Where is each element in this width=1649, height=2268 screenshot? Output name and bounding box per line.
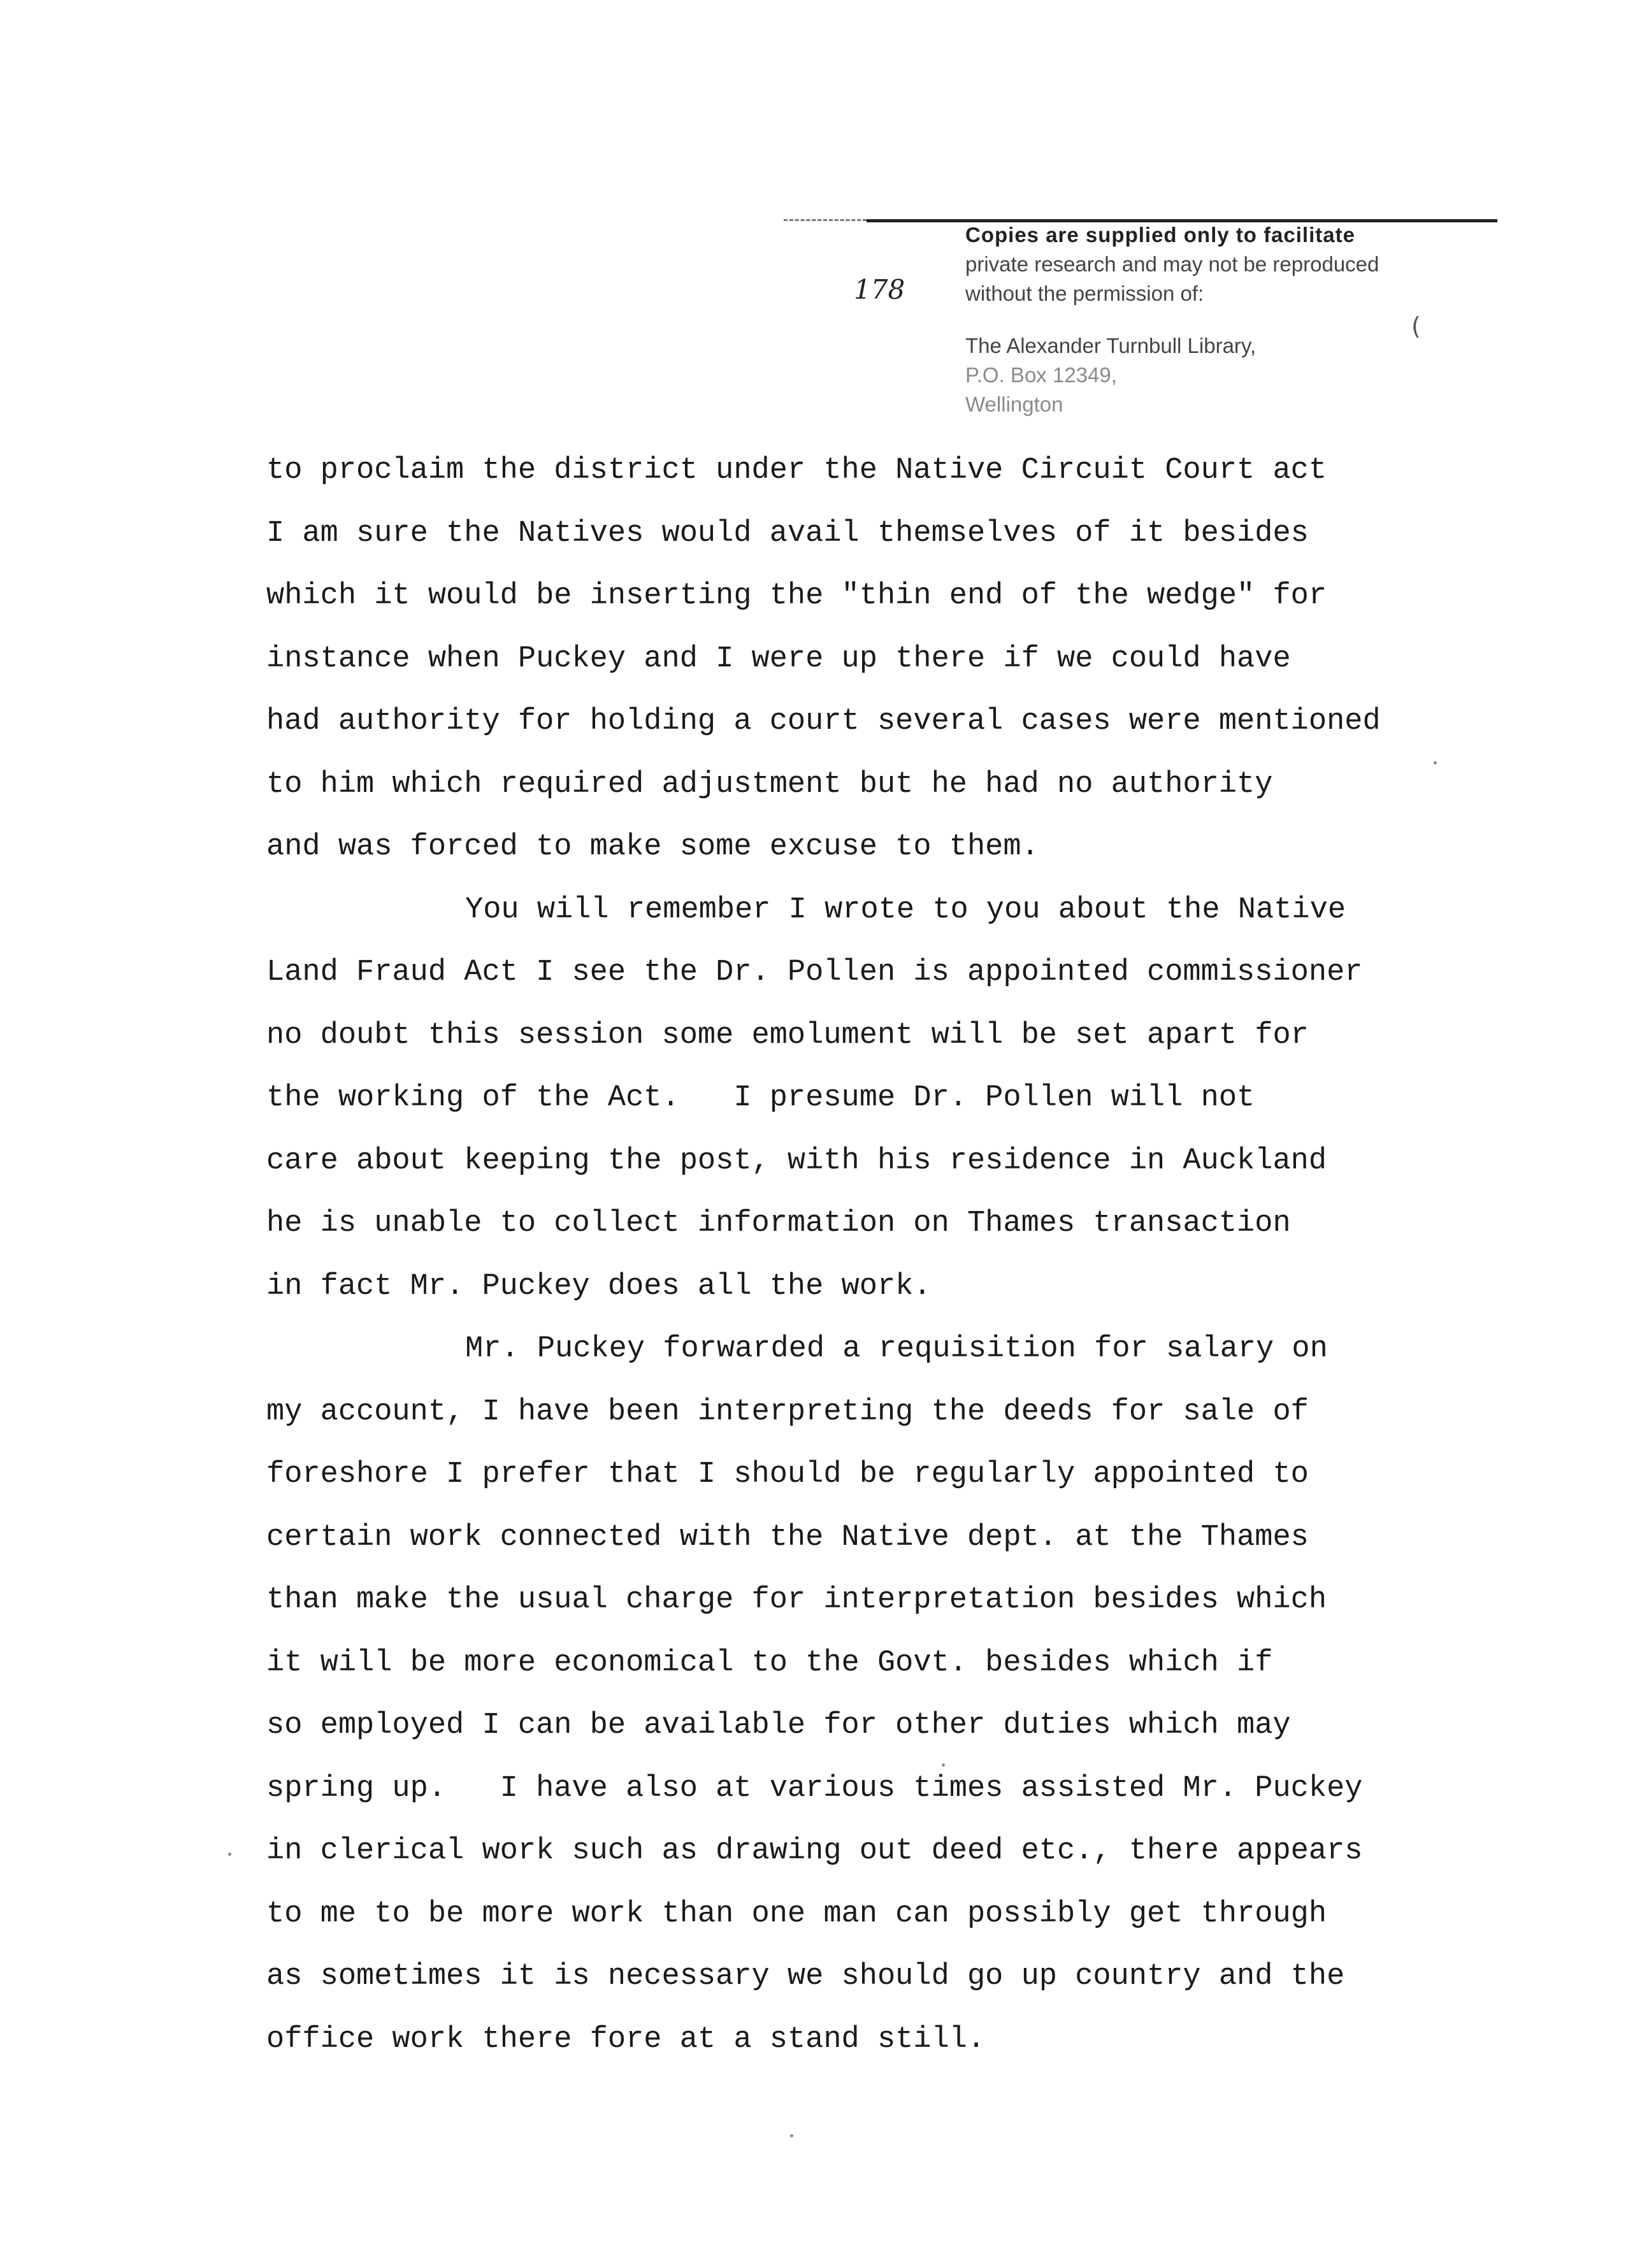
letter-line: in clerical work such as drawing out deed etc., there appears — [266, 1834, 1363, 1868]
letter-line: You will remember I wrote to you about the Native — [465, 893, 1346, 927]
scan-speck — [228, 1853, 231, 1856]
letter-line: to him which required adjustment but he had no authority — [266, 767, 1273, 801]
letter-line: he is unable to collect information on Thames transaction — [266, 1207, 1291, 1240]
letter-line: the working of the Act. I presume Dr. Pollen will not — [266, 1081, 1255, 1115]
letter-line: no doubt this session some emolument will be set apart for — [266, 1018, 1309, 1052]
letter-line: my account, I have been interpreting the deeds for sale of — [266, 1395, 1309, 1429]
letter-line: it will be more economical to the Govt. besides which if — [266, 1646, 1273, 1680]
letter-line: so employed I can be available for other duties which may — [266, 1709, 1291, 1742]
letter-line: which it would be inserting the "thin end of the wedge" for — [266, 579, 1327, 613]
stamp-library-city: Wellington — [965, 392, 1063, 416]
scan-speck — [790, 2134, 793, 2137]
scan-speck — [942, 1763, 945, 1767]
letter-line: spring up. I have also at various times assisted Mr. Puckey — [266, 1771, 1363, 1805]
letter-line: and was forced to make some excuse to them. — [266, 830, 1039, 864]
letter-line: certain work connected with the Native dept. at the Thames — [266, 1520, 1309, 1554]
scan-speck — [1434, 761, 1437, 764]
stamp-library-name: The Alexander Turnbull Library, — [965, 334, 1257, 357]
margin-mark: ( — [1411, 312, 1421, 340]
letter-body — [266, 440, 1541, 2071]
letter-line: office work there fore at a stand still. — [266, 2022, 986, 2056]
stamp-line: Copies are supplied only to facilitate — [965, 223, 1355, 247]
letter-line: to me to be more work than one man can possibly get through — [266, 1897, 1327, 1931]
stamp-line: private research and may not be reproduced — [965, 252, 1379, 276]
stamp-line: without the permission of: — [965, 282, 1204, 305]
letter-line: instance when Puckey and I were up there if we could have — [266, 642, 1291, 676]
letter-line: in fact Mr. Puckey does all the work. — [266, 1269, 932, 1303]
letter-line: Mr. Puckey forwarded a requisition for salary on — [465, 1332, 1328, 1366]
stamp-dashed-rule — [784, 219, 867, 221]
letter-line: as sometimes it is necessary we should go up country and the — [266, 1960, 1345, 1993]
folio-number: 178 — [854, 274, 905, 305]
letter-line: I am sure the Natives would avail themselves of it besides — [266, 516, 1309, 550]
letter-line: care about keeping the post, with his residence in Auckland — [266, 1144, 1327, 1178]
letter-line: to proclaim the district under the Native Circuit Court act — [266, 454, 1327, 487]
letter-line: Land Fraud Act I see the Dr. Pollen is appointed commissioner — [266, 956, 1363, 989]
stamp-library-address: P.O. Box 12349, — [965, 363, 1117, 387]
letter-line: foreshore I prefer that I should be regularly appointed to — [266, 1458, 1309, 1491]
letter-line: than make the usual charge for interpretation besides which — [266, 1583, 1327, 1617]
letter-line: had authority for holding a court several cases were mentioned — [266, 705, 1381, 738]
